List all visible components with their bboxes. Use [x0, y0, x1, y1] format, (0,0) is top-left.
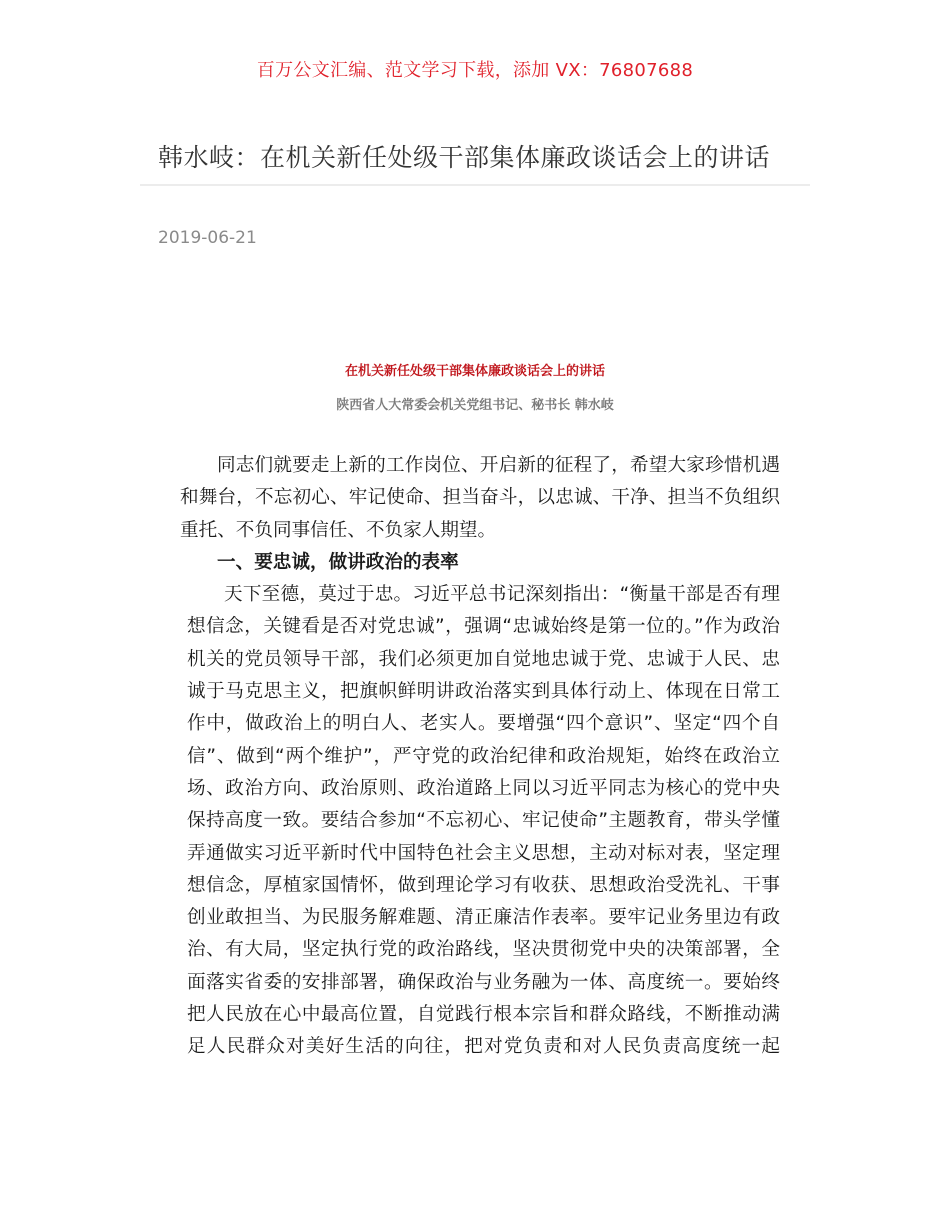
document-author: 陕西省人大常委会机关党组书记、秘书长 韩水岐 — [336, 398, 614, 413]
document-subtitle: 在机关新任处级干部集体廉政谈话会上的讲话 — [344, 364, 605, 379]
title-divider — [140, 184, 810, 186]
publish-date: 2019-06-21 — [158, 228, 257, 248]
article-title: 韩水岐：在机关新任处级干部集体廉政谈话会上的讲话 — [158, 143, 771, 172]
intro-paragraph: 同志们就要走上新的工作岗位、开启新的征程了，希望大家珍惜机遇和舞台，不忘初心、牢记使命、担当奋斗，以忠诚、干净、担当不负组织重托、不负同事信任、不负家人期望。 — [180, 455, 780, 541]
promo-banner: 百万公文汇编、范文学习下载，添加 VX：76807688 — [256, 60, 694, 81]
article-body — [180, 450, 780, 1064]
body-paragraph: 天下至德，莫过于忠。习近平总书记深刻指出：“衡量干部是否有理想信念，关键看是否对党忠诚”，强调“忠诚始终是第一位的。”作为政治机关的党员领导干部，我们必须更加自觉地忠诚于党、忠诚于人民、忠诚于马克思主义，把旗帜鲜明讲政治落实到具体行动上、体现在日常工作中，做政治上的明白人、老实人。要增强“四个意识”、坚定“四个自信”、做到“两个维护”，严守党的政治纪律和政治规矩，始终在政治立场、政治方向、政治原则、政治道路上同以习近平同志为核心的党中央保持高度一致。要结合参加“不忘初心、牢记使命”主题教育，带头学懂弄通做实习近平新时代中国特色社会主义思想，主动对标对表，坚定理想信念，厚植家国情怀，做到理论学习有收获、思想政治受洗礼、干事创业敢担当、为民服务解难题、清正廉洁作表率。要牢记业务里边有政治、有大局，坚定执行党的政治路线，坚决贯彻党中央的决策部署，全面落实省委的安排部署，确保政治与业务融为一体、高度统一。要始终把人民放在心中最高位置，自觉践行根本宗旨和群众路线，不断推动满足人民群众对美好生活的向往，把对党负责和对人民负责高度统一起 — [187, 584, 780, 1058]
section-heading: 一、要忠诚，做讲政治的表率 — [217, 551, 459, 573]
